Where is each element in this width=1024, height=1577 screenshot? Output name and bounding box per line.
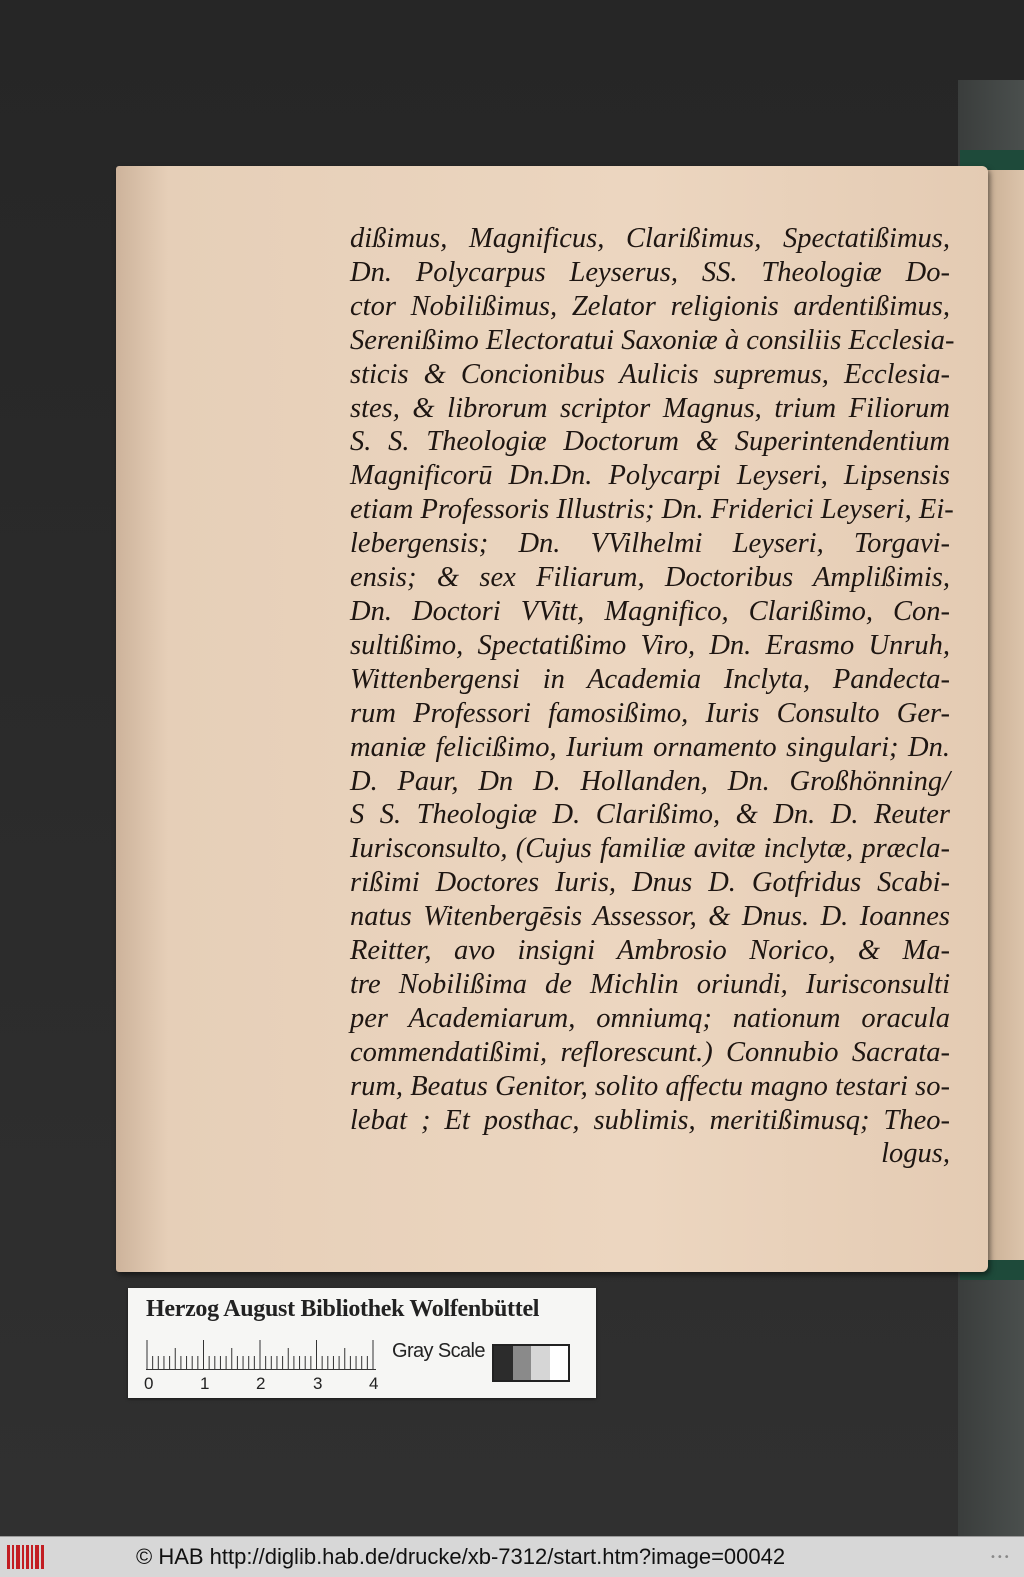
ruler-number: 0 [144, 1374, 154, 1393]
gray-patch [513, 1346, 532, 1380]
text-line: rum Professori famosißimo, Iuris Consulto Ger- [350, 697, 950, 729]
ruler-scale [146, 1340, 386, 1370]
text-line: sultißimo, Spectatißimo Viro, Dn. Erasmo Unruh, [350, 629, 950, 661]
page-text-block [350, 222, 955, 1171]
text-line: rum, Beatus Genitor, solito affectu magno testari so- [350, 1070, 950, 1102]
text-line: sticis & Concionibus Aulicis supremus, Ecclesia- [350, 358, 950, 390]
text-line: Dn. Doctori VVitt, Magnifico, Clarißimo, Con- [350, 595, 950, 627]
text-line: S. S. Theologiæ Doctorum & Superintendentium [350, 426, 950, 458]
color-reference-card [128, 1288, 596, 1398]
text-line: D. Paur, Dn D. Hollanden, Dn. Großhönning/ [350, 765, 950, 797]
text-line: Serenißimo Electoratui Saxoniæ à consiliis Ecclesia- [350, 324, 955, 356]
ruler-number: 1 [200, 1374, 210, 1393]
gray-scale-patches [492, 1344, 570, 1382]
text-line: rißimi Doctores Iuris, Dnus D. Gotfridus Scabi- [350, 867, 950, 899]
text-line: etiam Professoris Illustris; Dn. Friderici Leyseri, Ei- [350, 494, 954, 526]
text-line: per Academiarum, omniumq; nationum oracula [350, 1002, 950, 1034]
text-line: dißimus, Magnificus, Clarißimus, Spectatißimus, [350, 223, 950, 254]
gray-patch [494, 1346, 513, 1380]
library-name: Herzog August Bibliothek Wolfenbüttel [146, 1296, 540, 1322]
text-line: lebat ; Et posthac, sublimis, meritißimusq; Theo- [350, 1104, 950, 1136]
text-line: stes, & librorum scriptor Magnus, trium Filiorum [350, 392, 950, 424]
text-line: Dn. Polycarpus Leyserus, SS. Theologiæ Do- [350, 256, 950, 288]
text-line: Reitter, avo insigni Ambrosio Norico, & Ma- [350, 935, 950, 967]
text-line: tre Nobilißima de Michlin oriundi, Iurisconsulti [350, 968, 950, 1000]
text-line: ctor Nobilißimus, Zelator religionis ardentißimus, [350, 290, 950, 322]
source-url[interactable]: © HAB http://diglib.hab.de/drucke/xb-7312/start.htm?image=00042 [136, 1544, 786, 1569]
text-line: maniæ felicißimo, Iurium ornamento singulari; Dn. [350, 731, 950, 763]
text-line: S S. Theologiæ D. Clarißimo, & Dn. D. Reuter [350, 799, 950, 831]
barcode-icon [6, 1544, 46, 1570]
text-line: Magnificorū Dn.Dn. Polycarpi Leyseri, Lipsensis [350, 460, 950, 492]
gray-patch [531, 1346, 550, 1380]
text-line: natus Witenbergēsis Assessor, & Dnus. D. Ioannes [350, 901, 950, 933]
gray-patch [550, 1346, 569, 1380]
ruler-number: 3 [313, 1374, 323, 1393]
text-line: commendatißimi, reflorescunt.) Connubio Sacrata- [350, 1036, 950, 1068]
text-line: logus, [881, 1138, 950, 1170]
more-options-icon[interactable]: ••• [990, 1552, 1011, 1563]
gray-scale-label: Gray Scale [392, 1340, 485, 1362]
footer-bar [0, 1536, 1024, 1577]
ruler-number: 4 [369, 1374, 379, 1393]
text-line: ensis; & sex Filiarum, Doctoribus Amplißimis, [350, 562, 950, 594]
text-line: lebergensis; Dn. VVilhelmi Leyseri, Torgavi- [350, 528, 950, 560]
text-line: Iurisconsulto, (Cujus familiæ avitæ inclytæ, præcla- [350, 833, 950, 865]
ruler-number: 2 [256, 1374, 266, 1393]
text-line: Wittenbergensi in Academia Inclyta, Pandecta- [350, 663, 950, 695]
